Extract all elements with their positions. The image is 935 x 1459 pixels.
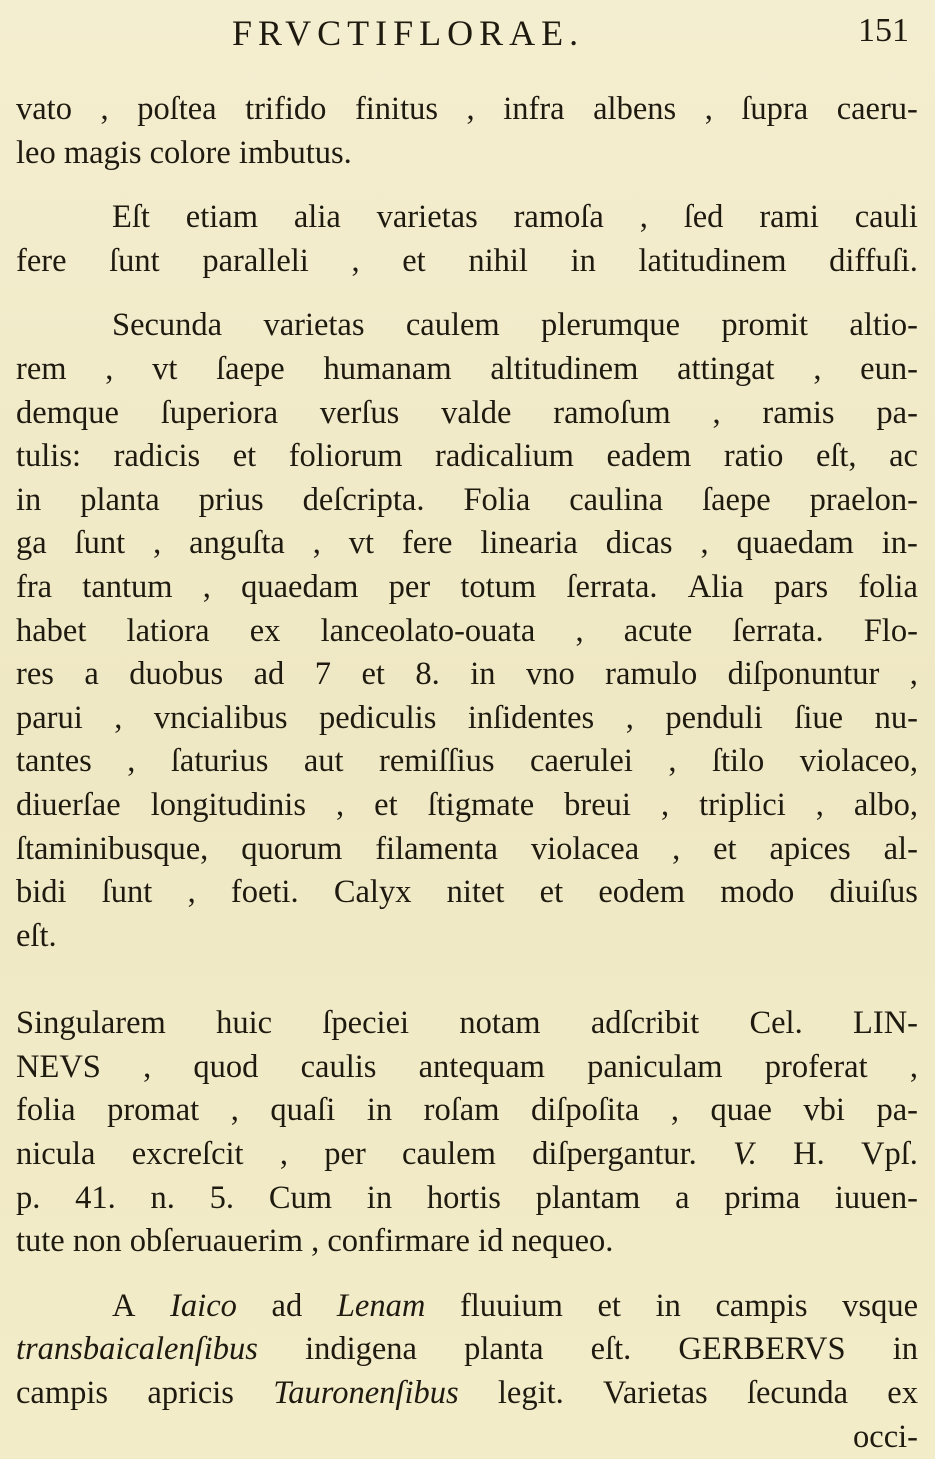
text-line: tute non obſeruauerim , confirmare id nequeo. — [16, 1223, 614, 1260]
text-line: in planta prius deſcripta. Folia caulina ſaepe praelon- — [16, 481, 918, 518]
text-line: NEVS , quod caulis antequam paniculam proferat , — [16, 1048, 918, 1085]
text-line: ga ſunt , anguſta , vt fere linearia dicas , quaedam in- — [16, 525, 918, 562]
text-line: leo magis colore imbutus. — [16, 134, 352, 171]
paragraph — [16, 1002, 918, 1264]
text-line: Secunda varietas caulem plerumque promit altio- — [112, 307, 918, 344]
text-line: diuerſae longitudinis , et ſtigmate breui , triplici , albo, — [16, 786, 918, 823]
paragraph — [16, 304, 918, 958]
text-line: A Iaico ad Lenam fluuium et in campis vsque — [112, 1287, 918, 1324]
body-text — [16, 88, 918, 1459]
text-line: p. 41. n. 5. Cum in hortis plantam a prima iuuen- — [16, 1179, 918, 1216]
paragraph — [16, 1285, 918, 1416]
text-line: rem , vt ſaepe humanam altitudinem attingat , eun- — [16, 350, 918, 387]
paragraph — [16, 196, 918, 283]
text-line: tantes , ſaturius aut remiſſius caerulei , ſtilo violaceo, — [16, 743, 918, 780]
text-line: fra tantum , quaedam per totum ſerrata. Alia pars folia — [16, 568, 918, 605]
text-line: Singularem huic ſpeciei notam adſcribit Cel. LIN- — [16, 1005, 918, 1042]
catchword: occi- — [853, 1418, 918, 1455]
text-line: vato , poſtea trifido finitus , infra albens , ſupra caeru- — [16, 91, 918, 127]
running-title: FRVCTIFLORAE. — [232, 13, 585, 53]
paragraph — [16, 88, 918, 175]
text-line: ſtaminibusque, quorum filamenta violacea , et apices al- — [16, 830, 918, 867]
page-number: 151 — [858, 12, 909, 49]
text-line: fere ſunt paralleli , et nihil in latitudinem diffuſi. — [16, 242, 918, 279]
text-line: parui , vncialibus pediculis inſidentes , penduli ſiue nu- — [16, 699, 918, 736]
text-line: eſt. — [16, 917, 57, 954]
text-line: campis apricis Tauronenſibus legit. Varietas ſecunda ex — [16, 1375, 918, 1412]
text-line: tulis: radicis et foliorum radicalium eadem ratio eſt, ac — [16, 438, 918, 475]
text-line: nicula excreſcit , per caulem diſpergantur. V. H. Vpſ. — [16, 1136, 918, 1173]
text-line: Eſt etiam alia varietas ramoſa , ſed rami cauli — [112, 199, 918, 236]
text-line: bidi ſunt , foeti. Calyx nitet et eodem modo diuiſus — [16, 874, 918, 911]
text-line: demque ſuperiora verſus valde ramoſum , ramis pa- — [16, 394, 918, 431]
text-line: transbaicalenſibus indigena planta eſt. GERBERVS in — [16, 1331, 918, 1368]
text-line: res a duobus ad 7 et 8. in vno ramulo diſponuntur , — [16, 656, 918, 693]
text-line: habet latiora ex lanceolato-ouata , acute ſerrata. Flo- — [16, 612, 918, 649]
text-line: folia promat , quaſi in roſam diſpoſita , quae vbi pa- — [16, 1092, 918, 1129]
page-header — [0, 12, 935, 56]
